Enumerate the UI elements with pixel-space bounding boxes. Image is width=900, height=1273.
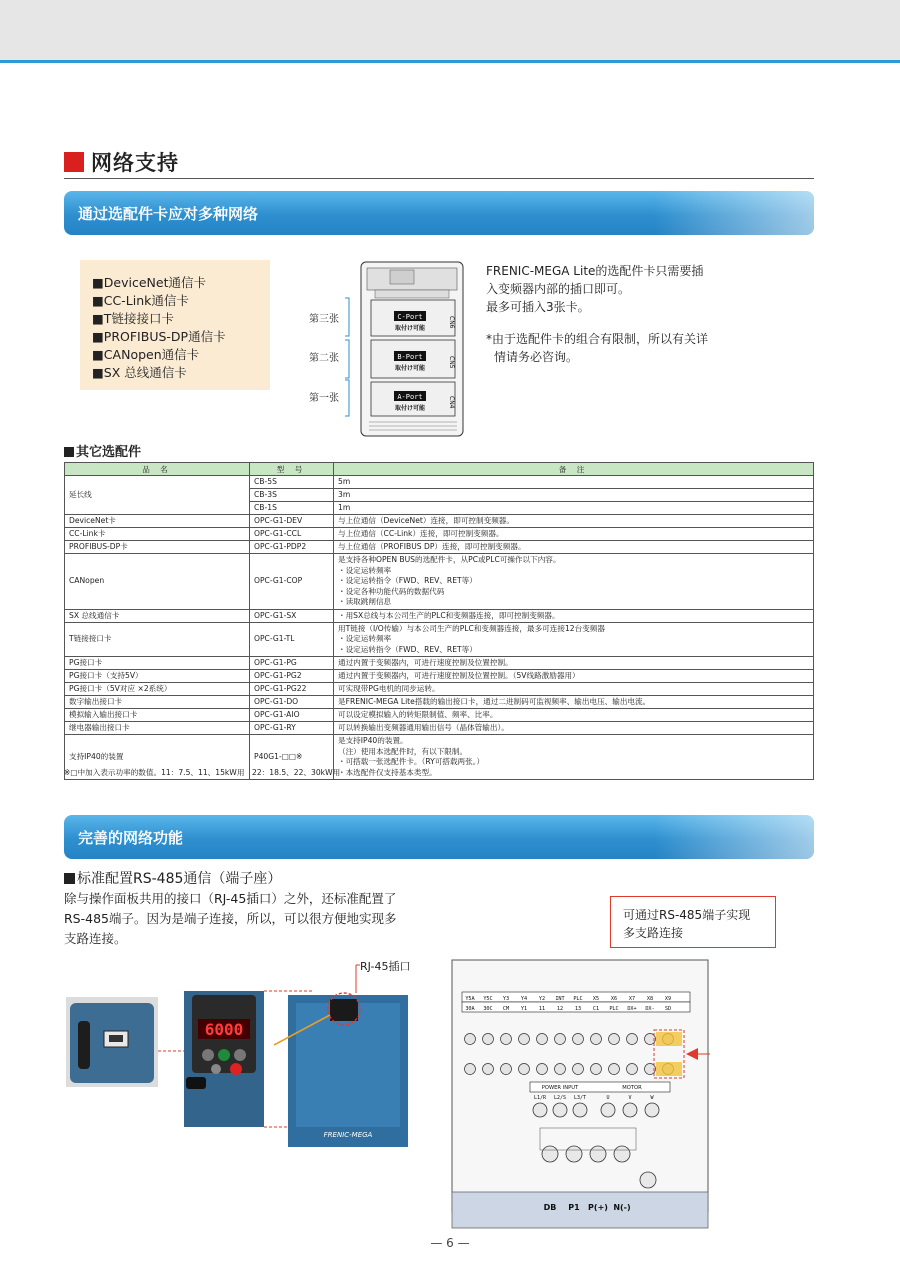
cn-label: CN5 bbox=[448, 356, 455, 369]
terminal-screw bbox=[609, 1064, 620, 1075]
note-line: ・本选配件仅支持基本类型。 bbox=[338, 767, 437, 777]
terminal-screw bbox=[483, 1034, 494, 1045]
terminal-screw bbox=[591, 1064, 602, 1075]
terminal-label: PLC bbox=[573, 996, 583, 1002]
terminal-label: Y5A bbox=[465, 996, 475, 1002]
table-row bbox=[65, 554, 814, 610]
port-caption: 取付け可能 bbox=[394, 365, 426, 372]
rj45-label: RJ-45插口 bbox=[360, 960, 411, 973]
table-row bbox=[65, 476, 814, 489]
terminal-screw bbox=[591, 1034, 602, 1045]
terminal-label: Y1 bbox=[520, 1006, 528, 1012]
rs485-heading-text: 标准配置RS-485通信（端子座） bbox=[77, 871, 282, 887]
card-item: ■PROFIBUS-DP通信卡 bbox=[92, 329, 226, 344]
card-item: ■T链接接口卡 bbox=[92, 311, 174, 326]
terminal-screw bbox=[573, 1064, 584, 1075]
terminal-screw bbox=[519, 1034, 530, 1045]
cell-note: 可以转换输出变频器通用输出信号（晶体管输出）。 bbox=[334, 722, 814, 735]
cell-model: CB-5S bbox=[250, 476, 334, 489]
cell-model: OPC-G1-COP bbox=[250, 554, 334, 610]
port-caption: 取付け可能 bbox=[394, 325, 426, 332]
terminal-screw bbox=[465, 1034, 476, 1045]
terminal-label: Y4 bbox=[520, 996, 528, 1002]
cell-model: P40G1-□□※ bbox=[250, 735, 334, 780]
header-notes: 备 注 bbox=[334, 463, 814, 476]
table-row bbox=[65, 622, 814, 657]
body-line: RS-485端子。因为是端子连接，所以，可以很方便地实现多 bbox=[64, 911, 397, 926]
cell-name: PROFIBUS-DP卡 bbox=[65, 541, 250, 554]
cell-name: 继电器输出接口卡 bbox=[65, 722, 250, 735]
note-line: （注）使用本选配件时，有以下限制。 bbox=[338, 746, 468, 756]
option-description bbox=[486, 262, 736, 366]
terminal-label: 12 bbox=[556, 1006, 564, 1012]
cell-name: 延长线 bbox=[65, 476, 250, 515]
terminal-screw bbox=[501, 1064, 512, 1075]
table-header-row bbox=[65, 463, 814, 476]
cell-model: OPC-G1-CCL bbox=[250, 528, 334, 541]
keypad-display: 6000 bbox=[204, 1020, 244, 1039]
note-line: 是支持IP40的装置。 bbox=[338, 736, 408, 745]
slot-label-third: 第三张 bbox=[309, 314, 339, 325]
cell-note: 可以设定模拟输入的转矩限制值、频率、比率。 bbox=[334, 709, 814, 722]
terminal-label: 30A bbox=[465, 1006, 475, 1012]
banner-option-cards bbox=[64, 191, 814, 235]
bottom-terminal-label: N(-) bbox=[613, 1203, 631, 1212]
power-terminal-label: V bbox=[628, 1095, 632, 1101]
cell-note: 与上位通信（PROFIBUS DP）连接，即可控制变频器。 bbox=[334, 541, 814, 554]
note-line: ・读取跳闸信息 bbox=[338, 597, 392, 606]
port-label-b: B-Port bbox=[397, 353, 423, 361]
cell-note: 1m bbox=[334, 502, 814, 515]
terminal-screw bbox=[609, 1034, 620, 1045]
cell-model: OPC-G1-PDP2 bbox=[250, 541, 334, 554]
power-terminal-label: W bbox=[650, 1095, 654, 1101]
port-caption: 取付け可能 bbox=[394, 405, 426, 412]
cell-model: OPC-G1-RY bbox=[250, 722, 334, 735]
terminal-screw bbox=[465, 1064, 476, 1075]
terminal-label: Y2 bbox=[538, 996, 546, 1002]
terminal-label: X8 bbox=[646, 996, 654, 1002]
banner-network-functions-text: 完善的网络功能 bbox=[78, 828, 184, 847]
cell-note: 可实现带PG电机的同步运转。 bbox=[334, 683, 814, 696]
table-row bbox=[65, 709, 814, 722]
terminal-label: CM bbox=[502, 1006, 510, 1012]
terminal-label: DX+ bbox=[627, 1006, 637, 1012]
cell-model: OPC-G1-PG bbox=[250, 657, 334, 670]
card-item: ■DeviceNet通信卡 bbox=[92, 275, 207, 290]
top-band bbox=[0, 0, 900, 60]
terminal-screw bbox=[627, 1064, 638, 1075]
rs485-callout bbox=[610, 896, 776, 948]
cell-name: PG接口卡 bbox=[65, 657, 250, 670]
terminal-label: Y3 bbox=[502, 996, 510, 1002]
slot-label-second: 第二张 bbox=[309, 353, 339, 364]
black-square-icon bbox=[64, 873, 75, 884]
table-row bbox=[65, 657, 814, 670]
callout-line: 可通过RS-485端子实现 bbox=[623, 908, 751, 922]
cell-note: 通过内置于变频器内，可进行速度控制及位置控制。 bbox=[334, 657, 814, 670]
table-row bbox=[65, 683, 814, 696]
table-row bbox=[65, 609, 814, 622]
note-line: ・设定运转频率 bbox=[338, 565, 392, 575]
motor-label: MOTOR bbox=[622, 1085, 642, 1091]
cell-model: CB-1S bbox=[250, 502, 334, 515]
table-row bbox=[65, 670, 814, 683]
terminal-screw bbox=[555, 1034, 566, 1045]
terminal-screw bbox=[537, 1064, 548, 1075]
cell-model: OPC-G1-DO bbox=[250, 696, 334, 709]
power-input-label: POWER INPUT bbox=[541, 1085, 579, 1091]
card-item: ■SX 总线通信卡 bbox=[92, 365, 187, 380]
other-options-heading-text: 其它选配件 bbox=[76, 445, 142, 460]
cell-name: 数字输出接口卡 bbox=[65, 696, 250, 709]
desc-line: 入变频器内部的插口即可。 bbox=[486, 282, 631, 296]
rs485-body bbox=[64, 889, 434, 949]
terminal-screw bbox=[519, 1064, 530, 1075]
cell-model: OPC-G1-PG22 bbox=[250, 683, 334, 696]
body-line: 除与操作面板共用的接口（RJ-45插口）之外，还标准配置了 bbox=[64, 891, 397, 906]
desc-note: *由于选配件卡的组合有限制，所以有关详 bbox=[486, 332, 709, 346]
cell-note: 3m bbox=[334, 489, 814, 502]
cell-name: T链接接口卡 bbox=[65, 622, 250, 657]
note-line: 用T链接（I/O传输）与本公司生产的PLC和变频器连接，最多可连接12台变频器 bbox=[338, 623, 605, 633]
top-accent-line bbox=[0, 60, 900, 63]
cell-name: PG接口卡（支持5V） bbox=[65, 670, 250, 683]
banner-network-functions bbox=[64, 815, 814, 859]
desc-line: FRENIC-MEGA Lite的选配件卡只需要插 bbox=[486, 264, 704, 278]
terminal-label: X7 bbox=[628, 996, 636, 1002]
terminal-screw bbox=[627, 1034, 638, 1045]
black-square-icon bbox=[64, 447, 74, 457]
cell-name: CC-Link卡 bbox=[65, 528, 250, 541]
table-row bbox=[65, 541, 814, 554]
power-terminal-label: L2/S bbox=[553, 1095, 567, 1101]
cell-name: CANopen bbox=[65, 554, 250, 610]
power-terminal-label: L3/T bbox=[573, 1095, 587, 1101]
power-terminal-label: U bbox=[606, 1095, 610, 1101]
terminal-label: 11 bbox=[538, 1006, 546, 1012]
cell-note: 与上位通信（CC-Link）连接，即可控制变频器。 bbox=[334, 528, 814, 541]
terminal-screw bbox=[555, 1064, 566, 1075]
table-row bbox=[65, 696, 814, 709]
cell-name: 支持IP40的装置 bbox=[65, 735, 250, 780]
terminal-label: 13 bbox=[574, 1006, 582, 1012]
card-item: ■CANopen通信卡 bbox=[92, 347, 200, 362]
terminal-screw bbox=[483, 1064, 494, 1075]
note-line: ・可搭载一张选配件卡。（RY可搭载两张。） bbox=[338, 757, 485, 766]
terminal-label: X9 bbox=[664, 996, 672, 1002]
section-title-text: 网络支持 bbox=[91, 151, 179, 175]
red-square-icon bbox=[64, 152, 84, 172]
options-table bbox=[64, 462, 814, 780]
bottom-terminal-label: P1 bbox=[568, 1203, 580, 1212]
cell-model: OPC-G1-PG2 bbox=[250, 670, 334, 683]
callout-line: 多支路连接 bbox=[623, 926, 684, 940]
note-line: ・设定运转指令（FWD、REV、RET等） bbox=[338, 644, 477, 654]
cn-label: CN6 bbox=[448, 316, 455, 329]
other-options-heading bbox=[64, 441, 141, 460]
terminal-label: INT bbox=[555, 996, 565, 1002]
option-slot-diagram bbox=[305, 260, 465, 440]
cell-name: SX 总线通信卡 bbox=[65, 609, 250, 622]
note-line: ・设定各种功能代码的数据代码 bbox=[338, 586, 445, 596]
cell-note: 是FRENIC-MEGA Lite搭载的输出接口卡，通过二进制码可监视频率、输出电压、输出电流。 bbox=[334, 696, 814, 709]
section-title bbox=[64, 146, 179, 178]
terminal-label: PLC bbox=[609, 1006, 619, 1012]
port-label-a: A-Port bbox=[397, 393, 423, 401]
table-footnote: ※□中加入表示功率的数值。11：7.5、11、15kW用 22：18.5、22、30kW用 bbox=[64, 768, 341, 777]
table-row bbox=[65, 528, 814, 541]
section-rule bbox=[64, 178, 814, 179]
banner-option-cards-text: 通过选配件卡应对多种网络 bbox=[78, 204, 259, 223]
port-label-c: C-Port bbox=[397, 313, 423, 321]
terminal-screw bbox=[537, 1034, 548, 1045]
cell-note: 通过内置于变频器内，可进行速度控制及位置控制。（5V线路激励器用） bbox=[334, 670, 814, 683]
terminal-label: X5 bbox=[592, 996, 600, 1002]
terminal-label: C1 bbox=[592, 1006, 600, 1012]
page-number: — 6 — bbox=[430, 1236, 470, 1250]
cell-model: OPC-G1-SX bbox=[250, 609, 334, 622]
terminal-screw bbox=[501, 1034, 512, 1045]
rs485-heading bbox=[64, 868, 281, 888]
cell-model: OPC-G1-DEV bbox=[250, 515, 334, 528]
card-list bbox=[80, 260, 270, 390]
body-line: 支路连接。 bbox=[64, 931, 127, 946]
slot-label-first: 第一张 bbox=[309, 393, 339, 404]
terminal-screw bbox=[573, 1034, 584, 1045]
card-item: ■CC-Link通信卡 bbox=[92, 293, 189, 308]
cell-note bbox=[334, 622, 814, 657]
power-terminal-label: L1/R bbox=[533, 1095, 547, 1101]
header-name: 品 名 bbox=[65, 463, 250, 476]
bottom-terminal-label: DB bbox=[543, 1203, 557, 1212]
bottom-terminal-label: P(+) bbox=[588, 1203, 608, 1212]
note-line: 是支持各种OPEN BUS的选配件卡，从PC或PLC可操作以下内容。 bbox=[338, 555, 561, 564]
terminal-label: Y5C bbox=[483, 996, 493, 1002]
cell-note: ・用SX总线与本公司生产的PLC和变频器连接，即可控制变频器。 bbox=[334, 609, 814, 622]
product-photos bbox=[64, 955, 444, 1150]
cell-model: OPC-G1-AIO bbox=[250, 709, 334, 722]
cell-model: CB-3S bbox=[250, 489, 334, 502]
terminal-label: 30C bbox=[483, 1006, 493, 1012]
header-model: 型 号 bbox=[250, 463, 334, 476]
desc-line: 最多可插入3张卡。 bbox=[486, 300, 590, 314]
table-row bbox=[65, 722, 814, 735]
note-line: ・设定运转指令（FWD、REV、RET等） bbox=[338, 576, 477, 585]
cell-name: PG接口卡（5V对应 ×2系统） bbox=[65, 683, 250, 696]
cell-note bbox=[334, 735, 814, 780]
cell-name: DeviceNet卡 bbox=[65, 515, 250, 528]
terminal-label: X6 bbox=[610, 996, 618, 1002]
desc-note: 情请务必咨询。 bbox=[494, 350, 579, 364]
cell-model: OPC-G1-TL bbox=[250, 622, 334, 657]
table-row bbox=[65, 515, 814, 528]
note-line: ・设定运转频率 bbox=[338, 634, 392, 643]
product-logo: FRENIC-MEGA bbox=[323, 1131, 373, 1139]
cell-note: 与上位通信（DeviceNet）连接，即可控制变频器。 bbox=[334, 515, 814, 528]
cell-name: 模拟输入输出接口卡 bbox=[65, 709, 250, 722]
terminal-label: SD bbox=[664, 1006, 672, 1012]
terminal-block-diagram bbox=[450, 958, 710, 1233]
cn-label: CN4 bbox=[448, 396, 455, 409]
cell-note: 5m bbox=[334, 476, 814, 489]
cell-note bbox=[334, 554, 814, 610]
terminal-label: DX- bbox=[645, 1006, 655, 1012]
